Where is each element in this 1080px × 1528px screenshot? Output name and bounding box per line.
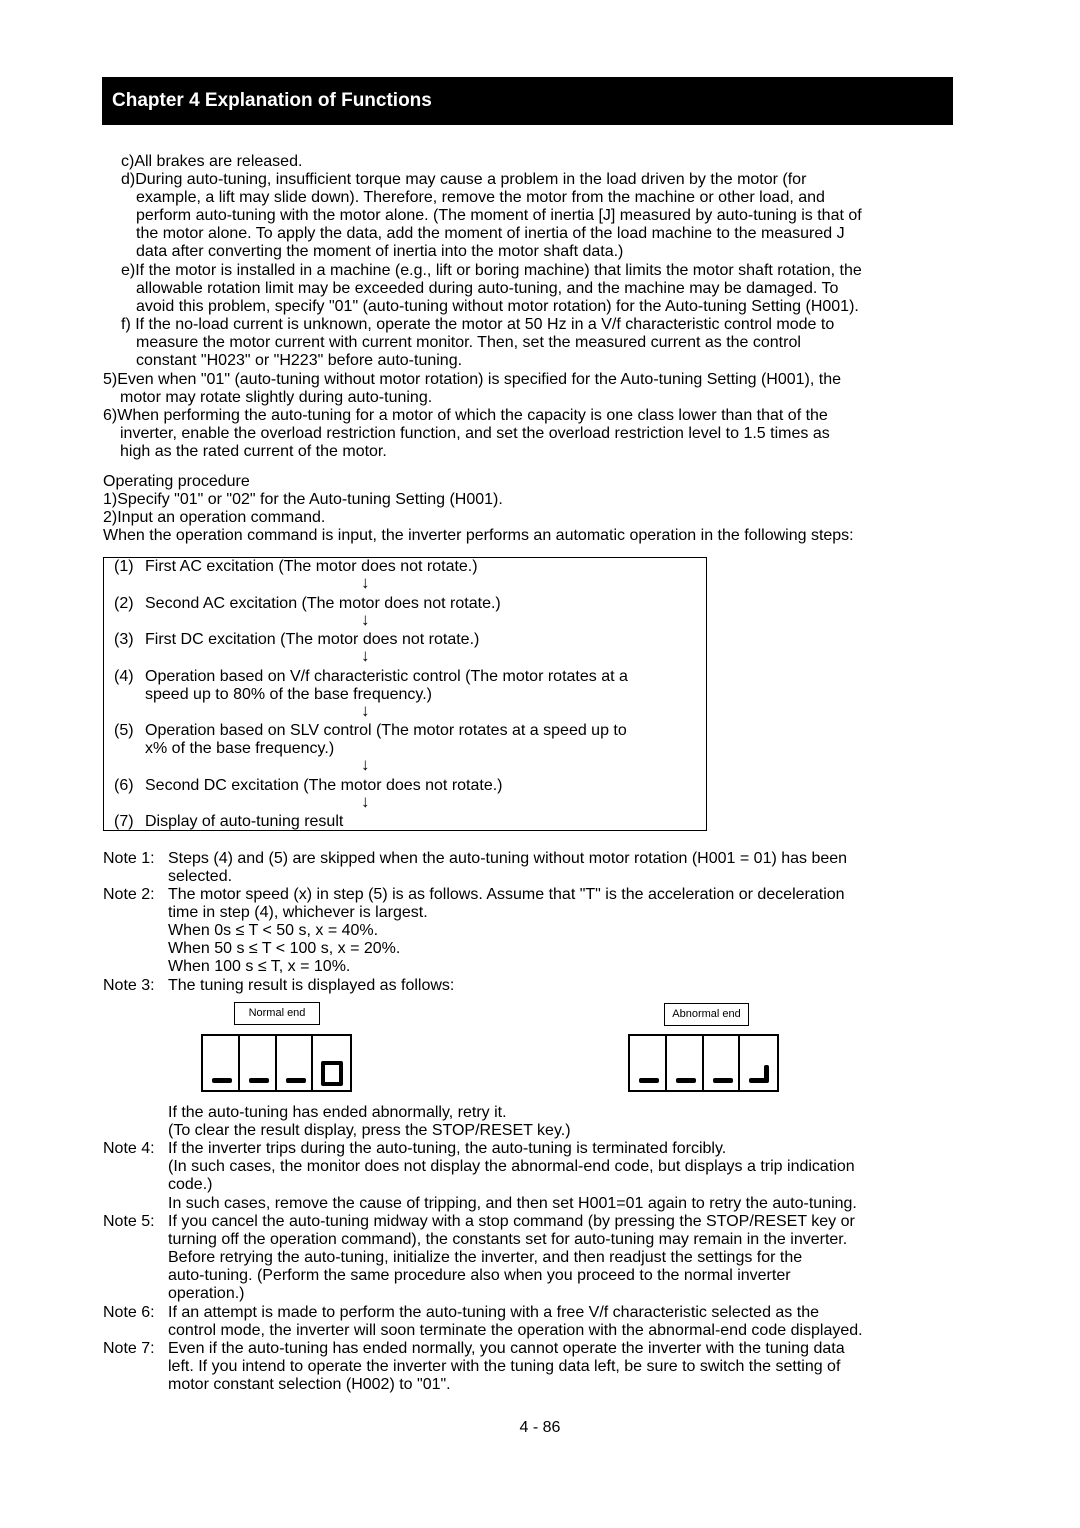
- page-number: 4 - 86: [519, 1419, 561, 1436]
- procedure-heading: Operating procedure: [103, 473, 250, 490]
- step-number: (7): [114, 813, 134, 830]
- step-number: (6): [114, 777, 134, 794]
- note-text: selected.: [168, 868, 233, 885]
- note-text: If the inverter trips during the auto-tuning, the auto-tuning is terminated forcibly.: [168, 1140, 727, 1157]
- segment-digit: [667, 1036, 704, 1090]
- segment-digit: [630, 1036, 667, 1090]
- down-arrow-icon: ↓: [361, 646, 370, 665]
- note-label: Note 7:: [103, 1340, 155, 1357]
- item-d-cont: perform auto-tuning with the motor alone. (The moment of inertia [J] measured by auto-tuning is that of: [136, 207, 862, 224]
- step-number: (4): [114, 668, 134, 685]
- note-text: When 100 s ≤ T, x = 10%.: [168, 958, 351, 975]
- procedure-intro: When the operation command is input, the inverter performs an automatic operation in the following steps:: [103, 527, 854, 544]
- note-text: auto-tuning. (Perform the same procedure also when you proceed to the normal inverter: [168, 1267, 791, 1284]
- step-text-cont: speed up to 80% of the base frequency.): [145, 686, 433, 703]
- note-text: control mode, the inverter will soon terminate the operation with the abnormal-end code displayed.: [168, 1322, 863, 1339]
- note-text: (To clear the result display, press the STOP/RESET key.): [168, 1122, 571, 1139]
- note-text: If the auto-tuning has ended abnormally, retry it.: [168, 1104, 507, 1121]
- chapter-header: [102, 77, 953, 125]
- step-text: First AC excitation (The motor does not rotate.): [145, 558, 478, 575]
- item-f-cont: measure the motor current with current monitor. Then, set the measured current as the control: [136, 334, 801, 351]
- note-text: motor constant selection (H002) to "01".: [168, 1376, 451, 1393]
- segment-digit: [313, 1036, 350, 1090]
- segment-digit: [277, 1036, 314, 1090]
- note-text: If an attempt is made to perform the auto-tuning with a free V/f characteristic selected as the: [168, 1304, 819, 1321]
- step-number: (1): [114, 558, 134, 575]
- segment-digit: [240, 1036, 277, 1090]
- note-text: code.): [168, 1176, 213, 1193]
- step-text: Operation based on V/f characteristic control (The motor rotates at a: [145, 668, 628, 685]
- item-d: d)During auto-tuning, insufficient torque may cause a problem in the load driven by the motor (for: [121, 171, 807, 188]
- chapter-title: Chapter 4 Explanation of Functions: [112, 90, 432, 111]
- down-arrow-icon: ↓: [361, 701, 370, 720]
- segment-digit: [740, 1036, 777, 1090]
- note-text: turning off the operation command), the constants set for auto-tuning may remain in the inverter.: [168, 1231, 848, 1248]
- note-text: Even if the auto-tuning has ended normally, you cannot operate the inverter with the tuning data: [168, 1340, 845, 1357]
- item-d-cont: example, a lift may slide down). Therefore, remove the motor from the machine or other load, and: [136, 189, 825, 206]
- item-f: f) If the no-load current is unknown, operate the motor at 50 Hz in a V/f characteristic control mode to: [121, 316, 835, 333]
- item-f-cont: constant "H023" or "H223" before auto-tuning.: [136, 352, 463, 369]
- segment-digit: [203, 1036, 240, 1090]
- item-d-cont: data after converting the moment of inertia into the motor shaft data.): [136, 243, 624, 260]
- item-6-cont: inverter, enable the overload restriction function, and set the overload restriction level to 1.5 times as: [120, 425, 830, 442]
- procedure-step: 1)Specify "01" or "02" for the Auto-tuning Setting (H001).: [103, 491, 503, 508]
- note-text: (In such cases, the monitor does not display the abnormal-end code, but displays a trip indication: [168, 1158, 855, 1175]
- item-e-cont: allowable rotation limit may be exceeded during auto-tuning, and the machine may be damaged. To: [136, 280, 839, 297]
- item-d-cont: the motor alone. To apply the data, add the moment of inertia of the load machine to the measured J: [136, 225, 845, 242]
- note-text: The tuning result is displayed as follows:: [168, 977, 455, 994]
- step-text: Operation based on SLV control (The motor rotates at a speed up to: [145, 722, 627, 739]
- item-c: c)All brakes are released.: [121, 153, 303, 170]
- normal-end-label: Normal end: [234, 1002, 320, 1025]
- down-arrow-icon: ↓: [361, 755, 370, 774]
- abnormal-end-display: [628, 1034, 779, 1092]
- note-text: In such cases, remove the cause of tripping, and then set H001=01 again to retry the auto-tuning.: [168, 1195, 857, 1212]
- note-text: time in step (4), whichever is largest.: [168, 904, 428, 921]
- step-text: Second AC excitation (The motor does not rotate.): [145, 595, 501, 612]
- normal-end-display: [201, 1034, 352, 1092]
- procedure-step: 2)Input an operation command.: [103, 509, 326, 526]
- step-number: (5): [114, 722, 134, 739]
- tuning-steps-box: [103, 557, 707, 831]
- item-e: e)If the motor is installed in a machine (e.g., lift or boring machine) that limits the motor shaft rotation, the: [121, 262, 862, 279]
- note-text: Steps (4) and (5) are skipped when the auto-tuning without motor rotation (H001 = 01) has been: [168, 850, 848, 867]
- item-5: 5)Even when "01" (auto-tuning without motor rotation) is specified for the Auto-tuning Setting (H001), the: [103, 371, 841, 388]
- note-text: The motor speed (x) in step (5) is as follows. Assume that "T" is the acceleration or deceleration: [168, 886, 845, 903]
- step-text: Second DC excitation (The motor does not rotate.): [145, 777, 503, 794]
- item-6: 6)When performing the auto-tuning for a motor of which the capacity is one class lower than that of the: [103, 407, 828, 424]
- item-6-cont: high as the rated current of the motor.: [120, 443, 387, 460]
- note-text: Before retrying the auto-tuning, initialize the inverter, and then readjust the settings for the: [168, 1249, 803, 1266]
- note-text: When 0s ≤ T < 50 s, x = 40%.: [168, 922, 379, 939]
- note-text: operation.): [168, 1285, 245, 1302]
- note-label: Note 2:: [103, 886, 155, 903]
- note-text: left. If you intend to operate the inverter with the tuning data left, be sure to switch the setting of: [168, 1358, 841, 1375]
- note-label: Note 4:: [103, 1140, 155, 1157]
- step-text: Display of auto-tuning result: [145, 813, 344, 830]
- note-label: Note 3:: [103, 977, 155, 994]
- note-label: Note 1:: [103, 850, 155, 867]
- note-label: Note 6:: [103, 1304, 155, 1321]
- item-5-cont: motor may rotate slightly during auto-tuning.: [120, 389, 433, 406]
- down-arrow-icon: ↓: [361, 610, 370, 629]
- note-text: If you cancel the auto-tuning midway with a stop command (by pressing the STOP/RESET key or: [168, 1213, 855, 1230]
- abnormal-end-label: Abnormal end: [664, 1003, 749, 1026]
- step-text-cont: x% of the base frequency.): [145, 740, 335, 757]
- note-text: When 50 s ≤ T < 100 s, x = 20%.: [168, 940, 401, 957]
- step-number: (3): [114, 631, 134, 648]
- step-number: (2): [114, 595, 134, 612]
- note-label: Note 5:: [103, 1213, 155, 1230]
- down-arrow-icon: ↓: [361, 792, 370, 811]
- item-e-cont: avoid this problem, specify "01" (auto-tuning without motor rotation) for the Auto-tuning Setting (H001).: [136, 298, 859, 315]
- step-text: First DC excitation (The motor does not rotate.): [145, 631, 480, 648]
- segment-digit: [704, 1036, 741, 1090]
- down-arrow-icon: ↓: [361, 573, 370, 592]
